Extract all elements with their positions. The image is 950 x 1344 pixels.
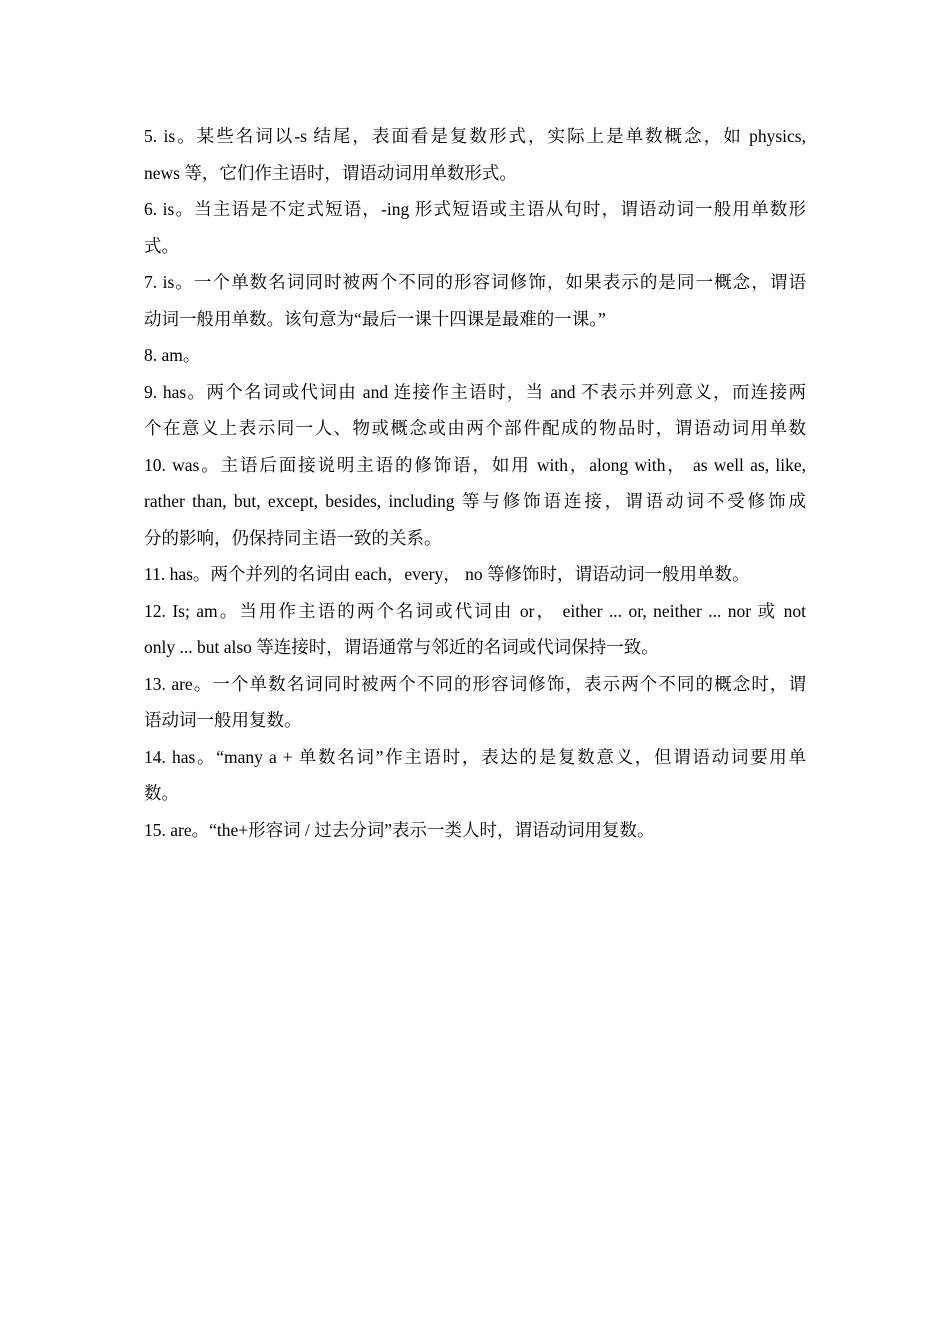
answer-line: 语动词一般用复数。 [144, 710, 302, 730]
answer-explanations [144, 118, 806, 848]
answer-line: 6. is。当主语是不定式短语，-ing 形式短语或主语从句时，谓语动词一般用单数形 [144, 199, 806, 219]
answer-line: 13. are。一个单数名词同时被两个不同的形容词修饰，表示两个不同的概念时，谓 [144, 673, 806, 694]
answer-line: 动词一般用单数。该句意为“最后一课十四课是最难的一课。” [144, 308, 606, 329]
answer-line: 式。 [144, 235, 179, 256]
answer-line: 15. are。“the+形容词 / 过去分词”表示一类人时，谓语动词用复数。 [144, 819, 655, 840]
answer-line: 5. is。某些名词以-s 结尾，表面看是复数形式，实际上是单数概念，如 physics, [144, 126, 806, 146]
answer-line: 11. has。两个并列的名词由 each，every， no 等修饰时，谓语动词一般用单数。 [144, 564, 750, 584]
answer-line: 9. has。两个名词或代词由 and 连接作主语时，当 and 不表示并列意义，而连接两 [144, 381, 806, 402]
answer-line: 8. am。 [144, 345, 201, 365]
answer-line: 12. Is; am。当用作主语的两个名词或代词由 or， either ... or, neither ... nor 或 not [144, 600, 806, 621]
answer-line: rather than, but, except, besides, including 等与修饰语连接，谓语动词不受修饰成 [144, 491, 806, 511]
answer-line: 10. was。主语后面接说明主语的修饰语，如用 with，along with， as well as, like, [144, 454, 806, 475]
answer-line: 个在意义上表示同一人、物或概念或由两个部件配成的物品时，谓语动词用单数 [144, 418, 806, 438]
answer-line: news 等，它们作主语时，谓语动词用单数形式。 [144, 162, 517, 183]
answer-line: only ... but also 等连接时，谓语通常与邻近的名词或代词保持一致。 [144, 637, 659, 657]
answer-line: 数。 [144, 783, 179, 803]
answer-line: 14. has。“many a + 单数名词”作主语时，表达的是复数意义，但谓语动词要用单 [144, 746, 806, 767]
answer-line: 7. is。一个单数名词同时被两个不同的形容词修饰，如果表示的是同一概念，谓语 [144, 272, 806, 292]
answer-line: 分的影响，仍保持同主语一致的关系。 [144, 527, 442, 548]
